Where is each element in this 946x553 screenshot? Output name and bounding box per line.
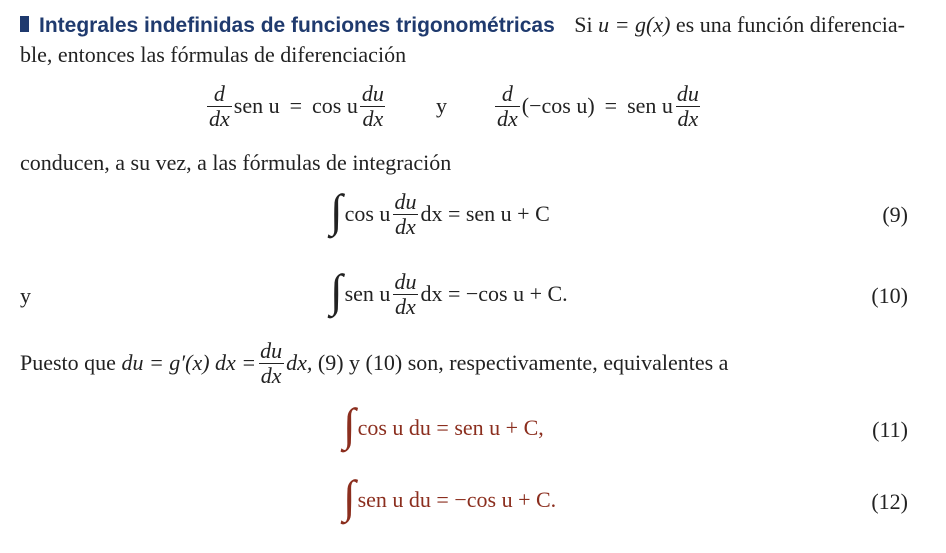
integral-sign: ∫ — [343, 399, 356, 450]
integrand: cos u — [344, 201, 391, 226]
du-dx-fraction — [392, 270, 418, 319]
integral-sign: ∫ — [330, 185, 343, 236]
d-dx-fraction — [207, 82, 232, 131]
du-dx-fraction — [258, 339, 284, 388]
equation-body: sen u du = −cos u + C. — [357, 487, 557, 512]
du-dx-fraction — [675, 82, 701, 131]
frac-num: du — [394, 188, 417, 214]
diff-rhs: sen u — [627, 93, 673, 118]
integration-lead: conducen, a su vez, a las fórmulas de integración — [20, 150, 452, 175]
frac-den: dx — [677, 105, 699, 131]
frac-den: dx — [497, 105, 518, 131]
frac-num: du — [260, 337, 283, 363]
equation-number-10: (10) — [871, 283, 908, 308]
since-dx: dx, — [286, 350, 313, 375]
since-post: (9) y (10) son, respectivamente, equivalentes a — [317, 350, 729, 375]
frac-den: dx — [395, 213, 416, 239]
diff-formula-2 — [493, 76, 703, 136]
since-line — [20, 333, 728, 393]
intro-equation: u = g(x) — [598, 12, 671, 37]
intro-pre: Si — [574, 12, 593, 37]
section-heading: Integrales indefinidas de funciones trigonométricas — [39, 14, 555, 37]
frac-num: du — [394, 268, 417, 294]
equation-9 — [330, 184, 550, 244]
integrand: sen u — [344, 281, 391, 306]
equation-10 — [330, 264, 568, 324]
equation-tail: dx = sen u + C — [420, 201, 550, 226]
diff-rhs: cos u — [312, 93, 358, 118]
eq10-connector: y — [20, 283, 31, 308]
since-pre: Puesto que — [20, 350, 116, 375]
diff-formula-1 — [205, 76, 388, 136]
frac-den: dx — [395, 293, 416, 319]
diff-lhs: sen u — [233, 93, 280, 118]
du-dx-fraction — [392, 190, 418, 239]
frac-num: du — [676, 80, 699, 106]
du-dx-fraction — [360, 82, 386, 131]
intro-line-1 — [20, 12, 905, 38]
frac-num: d — [213, 80, 225, 106]
integral-sign: ∫ — [330, 265, 343, 316]
equals-sign: = — [289, 93, 303, 118]
equals-sign: = — [604, 93, 618, 118]
equation-number-9: (9) — [882, 202, 908, 227]
frac-den: dx — [260, 362, 282, 388]
intro-line-2: ble, entonces las fórmulas de diferenciación — [20, 42, 407, 67]
heading-marker-icon — [20, 16, 29, 32]
diff-lhs: (−cos u) — [521, 93, 595, 118]
frac-num: du — [361, 80, 384, 106]
equation-number-11: (11) — [872, 417, 908, 442]
integral-sign: ∫ — [343, 471, 356, 522]
frac-den: dx — [362, 105, 384, 131]
since-equation: du = g′(x) dx = — [121, 350, 257, 375]
equation-body: cos u du = sen u + C, — [357, 415, 544, 440]
equation-12 — [343, 470, 556, 530]
equation-number-12: (12) — [871, 489, 908, 514]
d-dx-fraction — [495, 82, 520, 131]
diff-connector: y — [436, 93, 447, 118]
frac-num: d — [501, 80, 513, 106]
intro-post: es una función diferencia- — [675, 12, 905, 37]
frac-den: dx — [209, 105, 230, 131]
equation-tail: dx = −cos u + C. — [420, 281, 568, 306]
equation-11 — [343, 398, 544, 458]
